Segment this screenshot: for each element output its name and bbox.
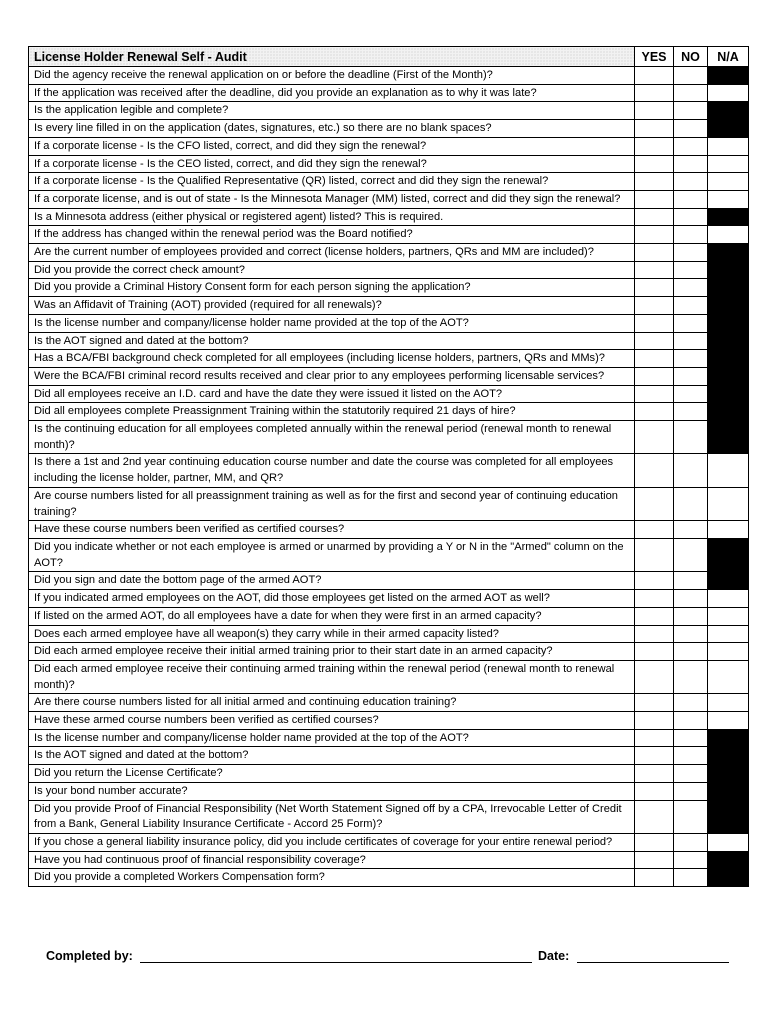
- question-text: Were the BCA/FBI criminal record results received and clear prior to any employees performing licensable services?: [29, 367, 635, 385]
- yes-checkbox-cell[interactable]: [635, 403, 674, 421]
- question-row: [29, 869, 749, 887]
- na-checkbox-cell[interactable]: [708, 607, 749, 625]
- yes-checkbox-cell[interactable]: [635, 869, 674, 887]
- no-checkbox-cell[interactable]: [674, 279, 708, 297]
- question-text: Did all employees complete Preassignment Training within the statutorily required 21 days of hire?: [29, 403, 635, 421]
- no-checkbox-cell[interactable]: [674, 120, 708, 138]
- question-text: Did the agency receive the renewal application on or before the deadline (First of the Month)?: [29, 67, 635, 85]
- na-blocked-cell: [708, 765, 749, 783]
- yes-checkbox-cell[interactable]: [635, 851, 674, 869]
- no-checkbox-cell[interactable]: [674, 660, 708, 693]
- na-blocked-cell: [708, 747, 749, 765]
- no-checkbox-cell[interactable]: [674, 729, 708, 747]
- yes-checkbox-cell[interactable]: [635, 521, 674, 539]
- na-checkbox-cell[interactable]: [708, 694, 749, 712]
- na-checkbox-cell[interactable]: [708, 712, 749, 730]
- no-checkbox-cell[interactable]: [674, 244, 708, 262]
- no-checkbox-cell[interactable]: [674, 712, 708, 730]
- no-checkbox-cell[interactable]: [674, 782, 708, 800]
- question-text: Are course numbers listed for all preassignment training as well as for the first and second year of continuing education training?: [29, 487, 635, 520]
- no-checkbox-cell[interactable]: [674, 385, 708, 403]
- question-row: [29, 521, 749, 539]
- na-column-header: N/A: [708, 47, 749, 67]
- yes-checkbox-cell[interactable]: [635, 244, 674, 262]
- no-checkbox-cell[interactable]: [674, 314, 708, 332]
- question-row: [29, 625, 749, 643]
- yes-checkbox-cell[interactable]: [635, 102, 674, 120]
- na-checkbox-cell[interactable]: [708, 625, 749, 643]
- question-text: Is the continuing education for all employees completed annually within the renewal period (renewal month to renewal month)?: [29, 421, 635, 454]
- yes-checkbox-cell[interactable]: [635, 487, 674, 520]
- question-text: If a corporate license - Is the CFO listed, correct, and did they sign the renewal?: [29, 137, 635, 155]
- yes-checkbox-cell[interactable]: [635, 226, 674, 244]
- question-row: [29, 84, 749, 102]
- question-text: If a corporate license, and is out of state - Is the Minnesota Manager (MM) listed, correct and did they sign the renewal?: [29, 190, 635, 208]
- yes-checkbox-cell[interactable]: [635, 385, 674, 403]
- question-row: [29, 403, 749, 421]
- no-checkbox-cell[interactable]: [674, 67, 708, 85]
- na-blocked-cell: [708, 314, 749, 332]
- question-row: [29, 487, 749, 520]
- yes-checkbox-cell[interactable]: [635, 643, 674, 661]
- yes-checkbox-cell[interactable]: [635, 208, 674, 226]
- na-blocked-cell: [708, 244, 749, 262]
- question-text: If you indicated armed employees on the AOT, did those employees get listed on the armed AOT as well?: [29, 590, 635, 608]
- yes-checkbox-cell[interactable]: [635, 694, 674, 712]
- na-blocked-cell: [708, 332, 749, 350]
- no-checkbox-cell[interactable]: [674, 173, 708, 191]
- no-checkbox-cell[interactable]: [674, 102, 708, 120]
- question-row: [29, 421, 749, 454]
- na-blocked-cell: [708, 538, 749, 571]
- question-text: Is a Minnesota address (either physical or registered agent) listed? This is required.: [29, 208, 635, 226]
- yes-checkbox-cell[interactable]: [635, 367, 674, 385]
- question-row: [29, 137, 749, 155]
- na-blocked-cell: [708, 869, 749, 887]
- yes-checkbox-cell[interactable]: [635, 173, 674, 191]
- no-checkbox-cell[interactable]: [674, 297, 708, 315]
- question-text: Is there a 1st and 2nd year continuing education course number and date the course was completed for all employees including the license holder, partner, MM, and QR?: [29, 454, 635, 487]
- na-blocked-cell: [708, 851, 749, 869]
- question-text: Did you provide the correct check amount?: [29, 261, 635, 279]
- no-checkbox-cell[interactable]: [674, 421, 708, 454]
- question-text: Is your bond number accurate?: [29, 782, 635, 800]
- question-text: Did you return the License Certificate?: [29, 765, 635, 783]
- na-checkbox-cell[interactable]: [708, 660, 749, 693]
- question-text: Have these course numbers been verified as certified courses?: [29, 521, 635, 539]
- na-blocked-cell: [708, 120, 749, 138]
- yes-checkbox-cell[interactable]: [635, 590, 674, 608]
- na-blocked-cell: [708, 261, 749, 279]
- question-row: [29, 120, 749, 138]
- no-checkbox-cell[interactable]: [674, 155, 708, 173]
- question-text: Did each armed employee receive their continuing armed training within the renewal period (renewal month to renewal month)?: [29, 660, 635, 693]
- yes-checkbox-cell[interactable]: [635, 297, 674, 315]
- question-row: [29, 314, 749, 332]
- na-checkbox-cell[interactable]: [708, 454, 749, 487]
- question-text: Did each armed employee receive their initial armed training prior to their start date in an armed capacity?: [29, 643, 635, 661]
- question-text: Is every line filled in on the application (dates, signatures, etc.) so there are no blank spaces?: [29, 120, 635, 138]
- no-checkbox-cell[interactable]: [674, 487, 708, 520]
- question-row: [29, 102, 749, 120]
- no-checkbox-cell[interactable]: [674, 625, 708, 643]
- no-checkbox-cell[interactable]: [674, 367, 708, 385]
- yes-checkbox-cell[interactable]: [635, 137, 674, 155]
- question-text: Are there course numbers listed for all initial armed and continuing education training?: [29, 694, 635, 712]
- yes-checkbox-cell[interactable]: [635, 120, 674, 138]
- na-blocked-cell: [708, 67, 749, 85]
- audit-checklist-table: [28, 46, 749, 887]
- question-row: [29, 833, 749, 851]
- question-text: Is the AOT signed and dated at the bottom?: [29, 332, 635, 350]
- question-text: Is the license number and company/license holder name provided at the top of the AOT?: [29, 729, 635, 747]
- question-row: [29, 782, 749, 800]
- yes-checkbox-cell[interactable]: [635, 729, 674, 747]
- question-row: [29, 155, 749, 173]
- question-row: [29, 538, 749, 571]
- question-text: Is the AOT signed and dated at the bottom?: [29, 747, 635, 765]
- na-blocked-cell: [708, 208, 749, 226]
- question-text: Did you sign and date the bottom page of the armed AOT?: [29, 572, 635, 590]
- na-checkbox-cell[interactable]: [708, 643, 749, 661]
- completed-by-field: [46, 948, 532, 963]
- yes-checkbox-cell[interactable]: [635, 350, 674, 368]
- no-checkbox-cell[interactable]: [674, 572, 708, 590]
- question-text: If listed on the armed AOT, do all employees have a date for when they were first in an armed capacity?: [29, 607, 635, 625]
- yes-checkbox-cell[interactable]: [635, 800, 674, 833]
- na-checkbox-cell[interactable]: [708, 190, 749, 208]
- question-row: [29, 297, 749, 315]
- yes-checkbox-cell[interactable]: [635, 332, 674, 350]
- question-row: [29, 694, 749, 712]
- question-row: [29, 279, 749, 297]
- na-checkbox-cell[interactable]: [708, 137, 749, 155]
- no-checkbox-cell[interactable]: [674, 765, 708, 783]
- no-checkbox-cell[interactable]: [674, 84, 708, 102]
- question-row: [29, 190, 749, 208]
- na-blocked-cell: [708, 782, 749, 800]
- yes-checkbox-cell[interactable]: [635, 747, 674, 765]
- yes-checkbox-cell[interactable]: [635, 454, 674, 487]
- no-checkbox-cell[interactable]: [674, 190, 708, 208]
- na-blocked-cell: [708, 102, 749, 120]
- question-row: [29, 607, 749, 625]
- question-row: [29, 244, 749, 262]
- question-row: [29, 332, 749, 350]
- question-row: [29, 173, 749, 191]
- question-row: [29, 765, 749, 783]
- date-field: [538, 948, 729, 963]
- question-text: Is the application legible and complete?: [29, 102, 635, 120]
- question-row: [29, 226, 749, 244]
- no-checkbox-cell[interactable]: [674, 851, 708, 869]
- question-text: If a corporate license - Is the CEO listed, correct, and did they sign the renewal?: [29, 155, 635, 173]
- na-blocked-cell: [708, 367, 749, 385]
- no-checkbox-cell[interactable]: [674, 869, 708, 887]
- no-checkbox-cell[interactable]: [674, 208, 708, 226]
- no-checkbox-cell[interactable]: [674, 332, 708, 350]
- question-row: [29, 712, 749, 730]
- yes-checkbox-cell[interactable]: [635, 607, 674, 625]
- question-row: [29, 729, 749, 747]
- yes-checkbox-cell[interactable]: [635, 67, 674, 85]
- question-row: [29, 572, 749, 590]
- na-blocked-cell: [708, 729, 749, 747]
- question-text: Did you provide a completed Workers Compensation form?: [29, 869, 635, 887]
- question-row: [29, 660, 749, 693]
- yes-checkbox-cell[interactable]: [635, 572, 674, 590]
- yes-checkbox-cell[interactable]: [635, 261, 674, 279]
- na-checkbox-cell[interactable]: [708, 173, 749, 191]
- question-text: Was an Affidavit of Training (AOT) provided (required for all renewals)?: [29, 297, 635, 315]
- question-text: If a corporate license - Is the Qualified Representative (QR) listed, correct and did they sign the renewal?: [29, 173, 635, 191]
- no-column-header: NO: [674, 47, 708, 67]
- question-text: Are the current number of employees provided and correct (license holders, partners, QRs and MM are included)?: [29, 244, 635, 262]
- no-checkbox-cell[interactable]: [674, 538, 708, 571]
- no-checkbox-cell[interactable]: [674, 833, 708, 851]
- na-blocked-cell: [708, 572, 749, 590]
- question-row: [29, 385, 749, 403]
- question-text: If the application was received after the deadline, did you provide an explanation as to why it was late?: [29, 84, 635, 102]
- yes-checkbox-cell[interactable]: [635, 625, 674, 643]
- no-checkbox-cell[interactable]: [674, 403, 708, 421]
- question-row: [29, 67, 749, 85]
- question-row: [29, 261, 749, 279]
- no-checkbox-cell[interactable]: [674, 590, 708, 608]
- question-text: Has a BCA/FBI background check completed for all employees (including license holders, partners, QRs and MMs)?: [29, 350, 635, 368]
- question-row: [29, 643, 749, 661]
- question-list: [29, 67, 749, 887]
- completed-by-label: Completed by:: [46, 949, 133, 963]
- question-row: [29, 367, 749, 385]
- question-text: Is the license number and company/license holder name provided at the top of the AOT?: [29, 314, 635, 332]
- yes-checkbox-cell[interactable]: [635, 538, 674, 571]
- question-text: Did you provide a Criminal History Consent form for each person signing the application?: [29, 279, 635, 297]
- na-blocked-cell: [708, 385, 749, 403]
- question-row: [29, 800, 749, 833]
- question-text: Does each armed employee have all weapon(s) they carry while in their armed capacity listed?: [29, 625, 635, 643]
- yes-checkbox-cell[interactable]: [635, 421, 674, 454]
- no-checkbox-cell[interactable]: [674, 226, 708, 244]
- no-checkbox-cell[interactable]: [674, 800, 708, 833]
- na-blocked-cell: [708, 403, 749, 421]
- yes-column-header: YES: [635, 47, 674, 67]
- question-text: Did all employees receive an I.D. card and have the date they were issued it listed on the AOT?: [29, 385, 635, 403]
- na-checkbox-cell[interactable]: [708, 590, 749, 608]
- question-row: [29, 747, 749, 765]
- na-checkbox-cell[interactable]: [708, 521, 749, 539]
- date-signature-line[interactable]: [577, 948, 729, 963]
- na-checkbox-cell[interactable]: [708, 84, 749, 102]
- yes-checkbox-cell[interactable]: [635, 155, 674, 173]
- yes-checkbox-cell[interactable]: [635, 314, 674, 332]
- yes-checkbox-cell[interactable]: [635, 765, 674, 783]
- header-row: [29, 47, 749, 67]
- na-checkbox-cell[interactable]: [708, 833, 749, 851]
- na-blocked-cell: [708, 350, 749, 368]
- yes-checkbox-cell[interactable]: [635, 660, 674, 693]
- question-row: [29, 208, 749, 226]
- question-text: Have you had continuous proof of financial responsibility coverage?: [29, 851, 635, 869]
- yes-checkbox-cell[interactable]: [635, 833, 674, 851]
- no-checkbox-cell[interactable]: [674, 521, 708, 539]
- na-checkbox-cell[interactable]: [708, 226, 749, 244]
- date-label: Date:: [538, 949, 570, 963]
- na-checkbox-cell[interactable]: [708, 487, 749, 520]
- yes-checkbox-cell[interactable]: [635, 190, 674, 208]
- question-row: [29, 851, 749, 869]
- na-blocked-cell: [708, 421, 749, 454]
- no-checkbox-cell[interactable]: [674, 454, 708, 487]
- question-text: Did you provide Proof of Financial Responsibility (Net Worth Statement Signed off by a CPA, Irrevocable Letter of Credit from a Bank, General Liability Insurance Certificate - Accord 25 Form)?: [29, 800, 635, 833]
- form-title: License Holder Renewal Self - Audit: [29, 47, 635, 67]
- question-text: Have these armed course numbers been verified as certified courses?: [29, 712, 635, 730]
- completed-by-signature-line[interactable]: [140, 948, 532, 963]
- no-checkbox-cell[interactable]: [674, 261, 708, 279]
- question-row: [29, 454, 749, 487]
- na-checkbox-cell[interactable]: [708, 155, 749, 173]
- yes-checkbox-cell[interactable]: [635, 279, 674, 297]
- na-blocked-cell: [708, 279, 749, 297]
- question-row: [29, 590, 749, 608]
- no-checkbox-cell[interactable]: [674, 643, 708, 661]
- no-checkbox-cell[interactable]: [674, 350, 708, 368]
- yes-checkbox-cell[interactable]: [635, 782, 674, 800]
- no-checkbox-cell[interactable]: [674, 137, 708, 155]
- na-blocked-cell: [708, 800, 749, 833]
- question-text: If you chose a general liability insurance policy, did you include certificates of coverage for your entire renewal period?: [29, 833, 635, 851]
- question-text: Did you indicate whether or not each employee is armed or unarmed by providing a Y or N in the "Armed" column on the AOT?: [29, 538, 635, 571]
- question-row: [29, 350, 749, 368]
- no-checkbox-cell[interactable]: [674, 747, 708, 765]
- na-blocked-cell: [708, 297, 749, 315]
- no-checkbox-cell[interactable]: [674, 694, 708, 712]
- question-text: If the address has changed within the renewal period was the Board notified?: [29, 226, 635, 244]
- yes-checkbox-cell[interactable]: [635, 712, 674, 730]
- no-checkbox-cell[interactable]: [674, 607, 708, 625]
- yes-checkbox-cell[interactable]: [635, 84, 674, 102]
